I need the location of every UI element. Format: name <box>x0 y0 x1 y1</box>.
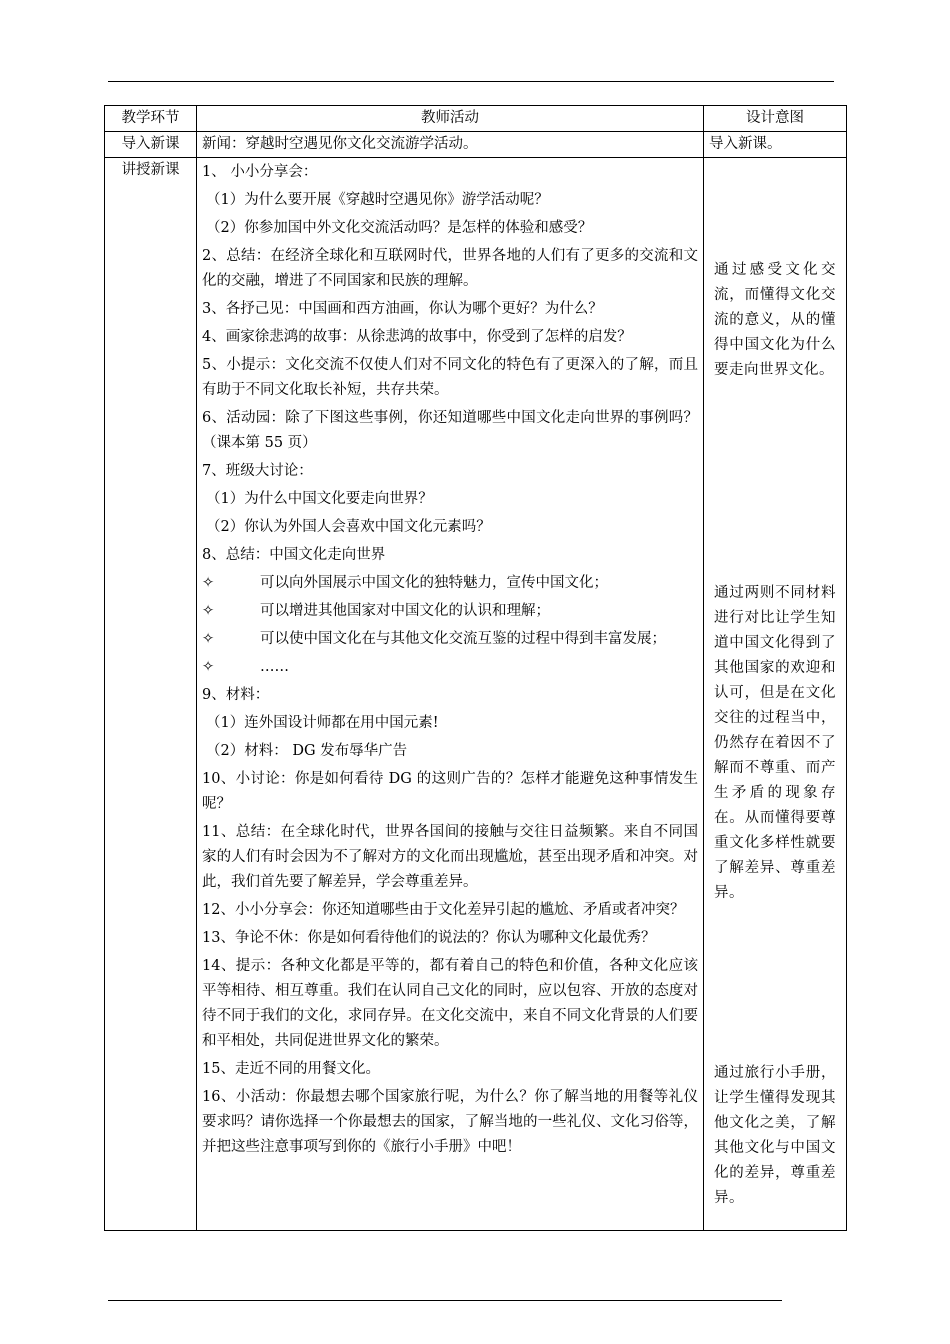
header-stage: 教学环节 <box>105 106 197 132</box>
activity-item: 7、班级大讨论： <box>202 463 313 479</box>
activity-item: （1）为什么中国文化要走向世界？ <box>206 491 433 507</box>
bullet-mark: ✧ <box>202 659 215 675</box>
activity-item: 3、各抒己见：中国画和西方油画，你认为哪个更好？为什么？ <box>202 301 603 317</box>
activity-item: 13、争论不休：你是如何看待他们的说法的？你认为哪种文化最优秀？ <box>202 930 656 946</box>
header-activity: 教师活动 <box>197 106 704 132</box>
activity-item: （2）你认为外国人会喜欢中国文化元素吗？ <box>206 519 491 535</box>
table-row-intro <box>105 132 847 158</box>
activity-item: 9、材料： <box>202 687 270 703</box>
activity-item: 4、画家徐悲鸿的故事：从徐悲鸿的故事中，你受到了怎样的启发？ <box>202 329 632 345</box>
header-rule <box>108 81 834 82</box>
activity-item: （2）材料： DG 发布辱华广告 <box>206 743 408 759</box>
lesson-stage: 讲授新课 <box>105 158 197 1231</box>
table-row-lesson <box>105 158 847 1231</box>
table-header-row <box>105 106 847 132</box>
footer-rule <box>108 1300 782 1301</box>
bullet-item <box>202 571 698 599</box>
activity-item: 8、总结：中国文化走向世界 <box>202 547 386 563</box>
intro-stage: 导入新课 <box>105 132 197 158</box>
header-purpose: 设计意图 <box>704 106 847 132</box>
activity-item: 10、小讨论：你是如何看待 DG 的这则广告的？怎样才能避免这种事情发生呢？ <box>202 771 698 812</box>
bullet-mark: ✧ <box>202 603 215 619</box>
activity-item: 12、小小分享会：你还知道哪些由于文化差异引起的尴尬、矛盾或者冲突？ <box>202 902 685 918</box>
activity-item: 2、总结：在经济全球化和互联网时代，世界各地的人们有了更多的交流和文化的交融，增进了不同国家和民族的理解。 <box>202 248 698 289</box>
activity-item: （1）连外国设计师都在用中国元素! <box>206 715 439 731</box>
bullet-text: 可以使中国文化在与其他文化交流互鉴的过程中得到丰富发展； <box>260 631 666 647</box>
activity-item: 11、总结：在全球化时代，世界各国间的接触与交往日益频繁。来自不同国家的人们有时会因为不了解对方的文化而出现尴尬，甚至出现矛盾和冲突。对此，我们首先要了解差异，学会尊重差异。 <box>202 824 698 890</box>
lesson-activities <box>197 158 704 1231</box>
bullet-text: 可以向外国展示中国文化的独特魅力，宣传中国文化； <box>260 575 608 591</box>
bullet-item <box>202 627 698 655</box>
activity-item: 6、活动园：除了下图这些事例，你还知道哪些中国文化走向世界的事例吗？（课本第 55 页） <box>202 410 698 451</box>
activity-item: 16、小活动：你最想去哪个国家旅行呢，为什么？你了解当地的用餐等礼仪要求吗？请你选择一个你最想去的国家，了解当地的一些礼仪、文化习俗等，并把这些注意事项写到你的《旅行小手册》中吧！ <box>202 1089 698 1155</box>
activity-item: （1）为什么要开展《穿越时空遇见你》游学活动呢？ <box>206 192 549 208</box>
activity-item: （2）你参加国中外文化交流活动吗？是怎样的体验和感受？ <box>206 220 593 236</box>
activity-item: 14、提示：各种文化都是平等的，都有着自己的特色和价值，各种文化应该平等相待、相互尊重。我们在认同自己文化的同时，应以包容、开放的态度对待不同于我们的文化，求同存异。在文化交流中，来自不同文化背景的人们要和平相处，共同促进世界文化的繁荣。 <box>202 958 698 1049</box>
bullet-text: …… <box>260 659 289 675</box>
bullet-mark: ✧ <box>202 575 215 591</box>
purpose-block: 通过感受文化交流，而懂得文化交流的意义，从的懂得中国文化为什么要走向世界文化。 <box>714 262 836 378</box>
lesson-plan-table <box>104 105 847 1231</box>
activity-item: 5、小提示：文化交流不仅使人们对不同文化的特色有了更深入的了解，而且有助于不同文化取长补短，共存共荣。 <box>202 357 698 398</box>
intro-activity: 新闻：穿越时空遇见你文化交流游学活动。 <box>197 132 704 158</box>
purpose-block: 通过两则不同材料进行对比让学生知道中国文化得到了其他国家的欢迎和认可，但是在文化交往的过程当中，仍然存在着因不了解而不尊重、而产生矛盾的现象存在。从而懂得要尊重文化多样性就要了解差异、尊重差异。 <box>714 585 836 901</box>
lesson-purposes <box>704 158 847 1231</box>
bullet-mark: ✧ <box>202 631 215 647</box>
bullet-item <box>202 599 698 627</box>
purpose-block: 通过旅行小手册，让学生懂得发现其他文化之美，了解其他文化与中国文化的差异，尊重差异。 <box>714 1065 836 1206</box>
activity-item: 15、走近不同的用餐文化。 <box>202 1061 380 1077</box>
activity-item: 1、 小小分享会： <box>202 164 318 180</box>
bullet-text: 可以增进其他国家对中国文化的认识和理解； <box>260 603 550 619</box>
bullet-item <box>202 655 698 683</box>
intro-purpose: 导入新课。 <box>704 132 847 158</box>
